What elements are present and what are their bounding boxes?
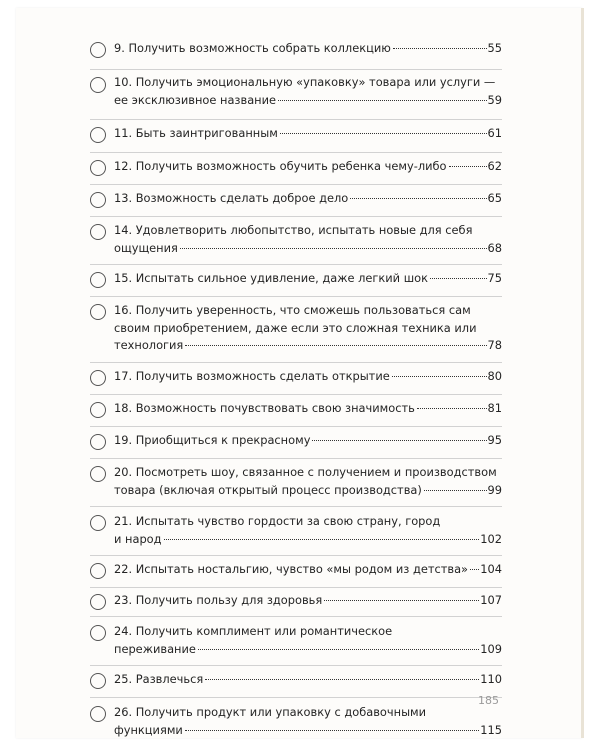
leader-dots (312, 440, 486, 441)
toc-entry-11[interactable] (90, 120, 502, 153)
toc-entry-26[interactable] (90, 698, 502, 746)
entry-text: своим приобретением, даже если это сложная техника или (114, 320, 477, 335)
entry-text: 14. Удовлетворить любопытство, испытать новые для себя (114, 223, 473, 237)
leader-dots (424, 490, 487, 491)
toc-entry-17[interactable] (90, 363, 502, 395)
leader-dots (280, 133, 487, 134)
checkbox-circle-icon[interactable] (90, 434, 106, 450)
entry-text: 25. Развлечься (114, 672, 204, 686)
toc-entry-24[interactable] (90, 617, 502, 666)
entry-text: ее эксклюзивное название (114, 92, 277, 107)
entry-text: функциями (114, 722, 183, 737)
entry-text: 16. Получить уверенность, что сможешь пользоваться сам (114, 303, 471, 317)
entry-page: 104 (480, 562, 502, 576)
leader-dots (205, 679, 479, 680)
leader-dots (449, 166, 487, 167)
checkbox-circle-icon[interactable] (90, 272, 106, 288)
entry-page: 107 (480, 593, 502, 607)
leader-dots (392, 376, 487, 377)
checkbox-circle-icon[interactable] (90, 402, 106, 418)
toc-entry-10[interactable] (90, 70, 502, 120)
checkbox-circle-icon[interactable] (90, 160, 106, 176)
entry-text: 10. Получить эмоциональную «упаковку» товара или услуги — (114, 75, 496, 89)
leader-dots (470, 569, 479, 570)
toc-entry-16[interactable] (90, 297, 502, 363)
toc-entry-25[interactable] (90, 666, 502, 698)
entry-text: 12. Получить возможность обучить ребенка чему-либо (114, 159, 447, 173)
entry-text: товара (включая открытый процесс производства) (114, 482, 422, 497)
entry-page: 61 (487, 126, 502, 140)
checkbox-circle-icon[interactable] (90, 673, 106, 689)
checkbox-circle-icon[interactable] (90, 515, 106, 531)
leader-dots (180, 248, 487, 249)
entry-page: 62 (487, 159, 502, 173)
checkbox-circle-icon[interactable] (90, 625, 106, 641)
page-edge (581, 8, 584, 738)
entry-page: 81 (487, 401, 502, 415)
toc-entry-15[interactable] (90, 265, 502, 297)
entry-page: 59 (487, 92, 502, 107)
toc-entry-22[interactable] (90, 556, 502, 588)
leader-dots (393, 48, 487, 49)
entry-text: 15. Испытать сильное удивление, даже легкий шок (114, 271, 428, 285)
leader-dots (430, 278, 487, 279)
entry-page: 99 (487, 482, 502, 497)
entry-page: 102 (480, 531, 502, 546)
checkbox-circle-icon[interactable] (90, 224, 106, 240)
entry-page: 75 (487, 271, 502, 285)
checkbox-circle-icon[interactable] (90, 127, 106, 143)
toc-entry-20[interactable] (90, 459, 502, 507)
entry-text: 26. Получить продукт или упаковку с добавочными (114, 705, 427, 719)
checkbox-circle-icon[interactable] (90, 706, 106, 722)
entry-text: 22. Испытать ностальгию, чувство «мы родом из детства» (114, 562, 469, 576)
leader-dots (198, 649, 479, 650)
entry-text: 17. Получить возможность сделать открытие (114, 369, 390, 383)
entry-text: ощущения (114, 240, 178, 255)
entry-text: и народ (114, 531, 162, 546)
checkbox-circle-icon[interactable] (90, 370, 106, 386)
checkbox-circle-icon[interactable] (90, 466, 106, 482)
checkbox-circle-icon[interactable] (90, 77, 106, 93)
toc-entry-18[interactable] (90, 395, 502, 427)
entry-page: 115 (480, 722, 502, 737)
entry-page: 55 (487, 41, 502, 55)
checkbox-circle-icon[interactable] (90, 192, 106, 208)
entry-text: технология (114, 338, 184, 352)
entry-page: 80 (487, 369, 502, 383)
entry-page: 65 (487, 191, 502, 205)
entry-text: 23. Получить пользу для здоровья (114, 593, 323, 607)
entry-text: 24. Получить комплимент или романтическое (114, 624, 393, 638)
entry-text: 11. Быть заинтригованным (114, 126, 278, 140)
leader-dots (324, 600, 479, 601)
entry-text: 20. Посмотреть шоу, связанное с получением и производством (114, 465, 497, 479)
leader-dots (278, 100, 486, 101)
checkbox-circle-icon[interactable] (90, 594, 106, 610)
toc-entry-21[interactable] (90, 507, 502, 556)
leader-dots (185, 730, 479, 731)
toc-entry-23[interactable] (90, 588, 502, 617)
checkbox-circle-icon[interactable] (90, 304, 106, 320)
entry-page: 95 (487, 433, 502, 447)
entry-page: 110 (480, 672, 502, 686)
toc-entry-12[interactable] (90, 153, 502, 185)
entry-text: 9. Получить возможность собрать коллекцию (114, 41, 391, 55)
leader-dots (185, 345, 486, 346)
checkbox-circle-icon[interactable] (90, 42, 106, 58)
leader-dots (417, 408, 487, 409)
leader-dots (164, 539, 480, 540)
entry-text: 19. Приобщиться к прекрасному (114, 433, 311, 447)
toc-entry-19[interactable] (90, 427, 502, 459)
entry-page: 109 (480, 641, 502, 656)
toc-entry-9[interactable] (90, 40, 502, 70)
entry-text: 13. Возможность сделать доброе дело (114, 191, 349, 205)
toc-entry-14[interactable] (90, 217, 502, 265)
entry-text: 18. Возможность почувствовать свою значимость (114, 401, 415, 415)
toc-entry-13[interactable] (90, 185, 502, 217)
page-number: 185 (478, 694, 499, 707)
checkbox-circle-icon[interactable] (90, 563, 106, 579)
leader-dots (350, 198, 486, 199)
entry-text: 21. Испытать чувство гордости за свою страну, город (114, 514, 441, 528)
entry-page: 78 (487, 338, 502, 352)
table-of-contents (90, 40, 502, 746)
entry-page: 68 (487, 240, 502, 255)
entry-text: переживание (114, 641, 196, 656)
